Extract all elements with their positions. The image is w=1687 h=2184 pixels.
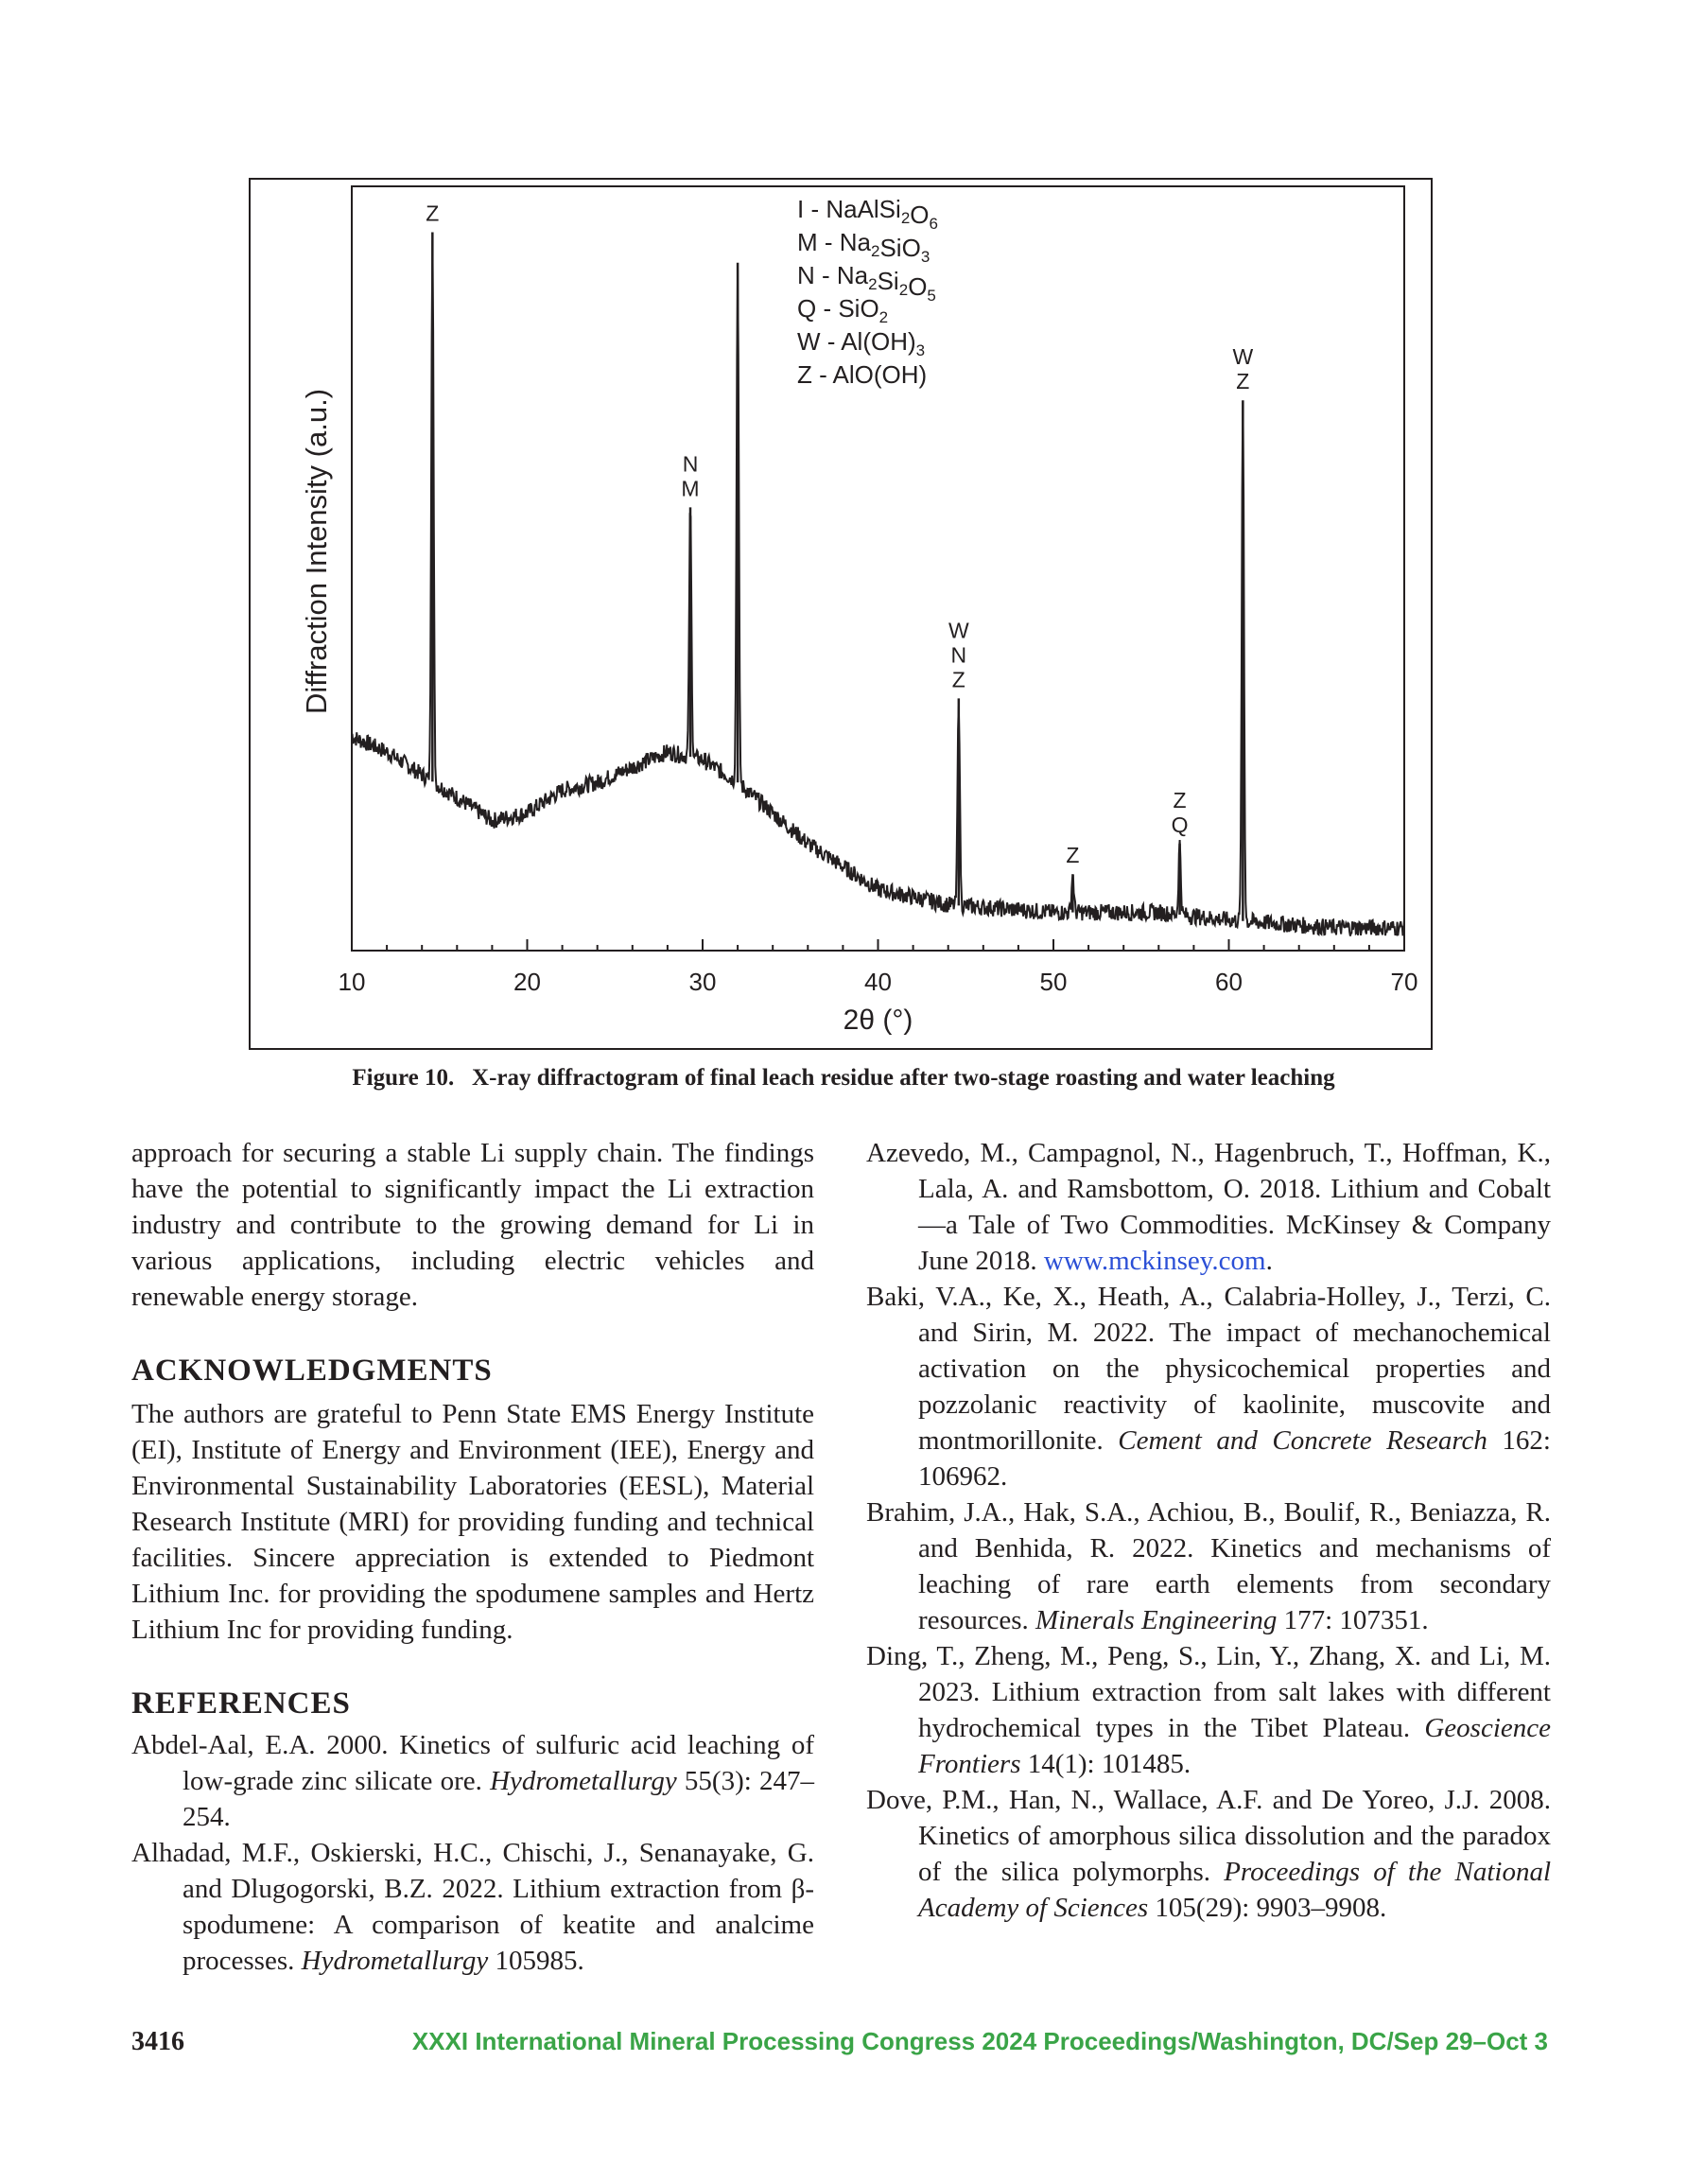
reference-item: Brahim, J.A., Hak, S.A., Achiou, B., Boulif, R., Beniazza, R. and Benhida, R. 2022. Kinetics and mechanisms of leaching of rare earth elements from secondary resources. Minerals Engineering 177: 107351. — [866, 1497, 1551, 1635]
x-tick-label: 10 — [338, 968, 366, 996]
reference-item: Abdel-Aal, E.A. 2000. Kinetics of sulfuric acid leaching of low-grade zinc silicate ore. Hydrometallurgy 55(3): 247–254. — [131, 1730, 814, 1832]
left-column — [131, 1135, 814, 1979]
figure-caption-label: Figure 10. — [352, 1065, 455, 1091]
page-number: 3416 — [131, 2027, 184, 2056]
xrd-chart — [251, 180, 1431, 1048]
legend-entry: N - $Na_2Si_2O_5$ — [797, 261, 936, 305]
legend-entry: I - $NaAlSi_2O_6$ — [797, 195, 938, 233]
peak-label: N — [682, 451, 699, 477]
reference-item: Alhadad, M.F., Oskierski, H.C., Chischi, J., Senanayake, G. and Dlugogorski, B.Z. 2022. Lithium extraction from β-spodumene: A comparison of keatite and analcime processes. Hydrometallurgy 105985. — [131, 1838, 814, 1976]
peak-label: Z — [1173, 787, 1187, 812]
conference-footer: XXXI International Mineral Processing Congress 2024 Proceedings/Washington, DC/Sep 29–Oct 3 — [411, 2027, 1548, 2055]
peak-label: Z — [426, 201, 440, 226]
x-tick-label: 20 — [513, 968, 541, 996]
peak-label: N — [950, 642, 967, 668]
legend-entry: M - $Na_2SiO_3$ — [797, 228, 930, 266]
reference-item: Dove, P.M., Han, N., Wallace, A.F. and De Yoreo, J.J. 2008. Kinetics of amorphous silica dissolution and the paradox of the silica polymorphs. Proceedings of the National Academy of Sciences 105(29): 9903–9908. — [866, 1785, 1552, 1923]
peak-label: M — [681, 476, 700, 501]
x-tick-label: 70 — [1390, 968, 1418, 996]
reference-item: Baki, V.A., Ke, X., Heath, A., Calabria-Holley, J., Terzi, C. and Sirin, M. 2022. The impact of mechanochemical activation on the physicochemical properties and pozzolanic reactivity of kaolinite, muscovite and montmorillonite. Cement and Concrete Research 162: 106962. — [866, 1282, 1551, 1492]
peak-label: Z — [1066, 843, 1080, 868]
peak-label: W — [948, 618, 969, 643]
acknowledgments-heading: ACKNOWLEDGMENTS — [131, 1354, 493, 1388]
reference-item: Azevedo, M., Campagnol, N., Hagenbruch, T., Hoffman, K., Lala, A. and Ramsbottom, O. 2018. Lithium and Cobalt—a Tale of Two Commodities. McKinsey & Company June 2018. www.mckinsey.com. — [866, 1138, 1551, 1276]
legend-entry: Q - SiO$_2$ — [797, 294, 889, 326]
figure-frame — [249, 178, 1433, 1050]
x-tick-label: 30 — [688, 968, 717, 996]
body-paragraph: approach for securing a stable Li supply chain. The findings have the potential to significantly impact the Li extraction industry and contribute to the growing demand for Li in various applications, including electric vehicles and renewable energy storage. — [131, 1138, 814, 1312]
legend-entry: W - $Al(OH)_3$ — [797, 327, 926, 359]
peak-label: W — [1232, 344, 1254, 370]
reference-item: Ding, T., Zheng, M., Peng, S., Lin, Y., Zhang, X. and Li, M. 2023. Lithium extraction from salt lakes with different hydrochemical types in the Tibet Plateau. Geoscience Frontiers 14(1): 101485. — [866, 1641, 1551, 1779]
references-heading: REFERENCES — [131, 1686, 351, 1721]
x-tick-label: 60 — [1215, 968, 1243, 996]
right-column — [866, 1135, 1551, 1926]
legend-entry: Z - AlO(OH) — [797, 360, 928, 389]
figure-caption-text: X-ray diffractogram of final leach residue after two-stage roasting and water leaching — [472, 1065, 1335, 1091]
x-tick-label: 40 — [864, 968, 892, 996]
acknowledgments-text: The authors are grateful to Penn State EMS Energy Institute (EI), Institute of Energy and Environment (IEE), Energy and Environmental Sustainability Laboratories (EESL), Material Research Institute (MRI) for providing funding and technical facilities. Sincere appreciation is extended to Piedmont Lithium Inc. for providing the spodumene samples and Hertz Lithium Inc for providing funding. — [131, 1399, 814, 1645]
x-axis-label: 2θ (°) — [843, 1005, 913, 1036]
y-axis-label: Diffraction Intensity (a.u.) — [300, 388, 333, 715]
x-tick-label: 50 — [1039, 968, 1068, 996]
figure-caption — [0, 1065, 1687, 1092]
reference-link[interactable]: www.mckinsey.com — [1043, 1246, 1266, 1276]
peak-label: Z — [951, 667, 965, 692]
peak-label: Z — [1236, 369, 1250, 394]
peak-label: Q — [1171, 812, 1189, 837]
